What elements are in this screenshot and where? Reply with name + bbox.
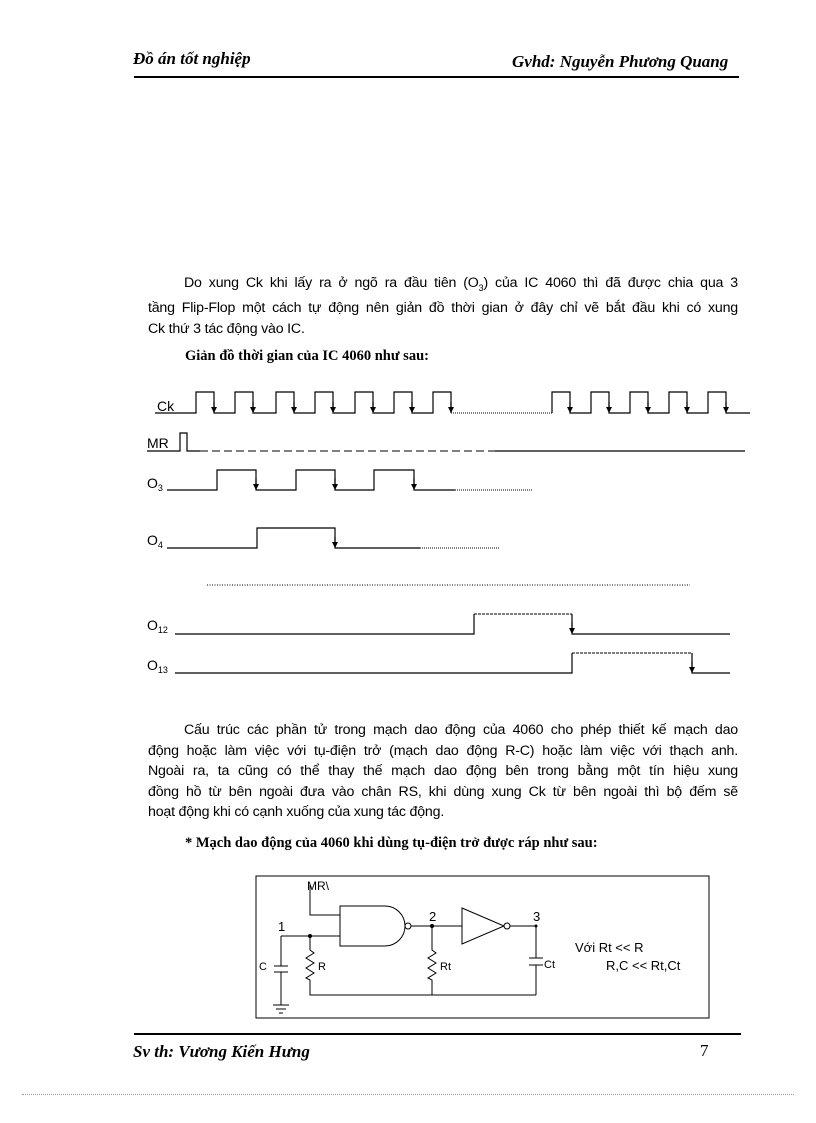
note-line-2: R,C << Rt,Ct [606, 958, 681, 973]
o3-label: $O_3$ [147, 475, 163, 493]
o12-label: $O_{12}$ [147, 617, 168, 635]
paragraph-2-line-3: Ngoài ra, ta cũng có thể thay thế mạch dao động bên trong bằng một tín hiệu xung [148, 763, 738, 779]
circuit-caption: * Mạch dao động của 4060 khi dùng tụ-điện trở được ráp như sau: [185, 835, 598, 851]
o12-waveform [175, 614, 730, 634]
ck-waveform [155, 392, 750, 413]
header-left: Đồ án tốt nghiệp [133, 49, 251, 68]
inverter-bubble [504, 923, 510, 929]
timing-diagram [0, 380, 816, 690]
page-bottom-border [22, 1094, 794, 1095]
node1-label: 1 [278, 919, 286, 934]
junction-node3 [535, 925, 538, 928]
junction-node2 [430, 924, 434, 928]
r-label: R [318, 961, 326, 973]
nand-gate [340, 906, 405, 946]
capacitor-c [274, 966, 288, 972]
paragraph-1-line-3: Ck thứ 3 tác động vào IC. [148, 320, 305, 337]
header-right: Gvhd: Nguyễn Phương Quang [512, 52, 729, 71]
paragraph-2 [148, 720, 738, 823]
o3-waveform [167, 470, 532, 490]
paragraph-1 [148, 273, 738, 339]
paragraph-2-line-2: động hoặc làm việc với tụ-điện trở (mạch dao động R-C) hoặc làm việc với thạch anh. [148, 742, 738, 759]
o13-waveform [175, 653, 730, 673]
nand-bubble [405, 923, 411, 929]
timing-caption: Giản đồ thời gian của IC 4060 như sau: [185, 348, 429, 364]
mr-label: MR [147, 435, 169, 451]
inverter [462, 908, 504, 944]
capacitor-ct [529, 958, 543, 965]
rt-label: Rt [440, 961, 451, 973]
resistor-rt [428, 926, 436, 995]
header-rule [134, 76, 739, 78]
paragraph-1-line-2: tầng Flip-Flop một cách tự động nên giản đồ thời gian ở đây chỉ vẽ bắt đầu khi có xung [148, 300, 738, 317]
footer-rule [134, 1033, 741, 1035]
junction-node1 [308, 934, 312, 938]
node2-label: 2 [429, 909, 437, 924]
note-line-1: Với Rt << R [575, 940, 644, 955]
circuit-diagram [255, 875, 710, 1020]
ck-label: Ck [157, 398, 175, 414]
page-number: 7 [700, 1041, 709, 1060]
ground-symbol [273, 1005, 289, 1013]
mr-input-label: MR\ [307, 879, 329, 893]
paragraph-2-line-1: Cấu trúc các phần tử trong mạch dao động của 4060 cho phép thiết kế mạch dao [184, 722, 738, 738]
node3-label: 3 [533, 909, 541, 924]
paragraph-2-line-4: đồng hồ từ bên ngoài đưa vào chân RS, khi dùng xung Ck từ bên ngoài thì bộ đếm sẽ [148, 783, 738, 800]
paragraph-2-line-5: hoạt động khi có cạnh xuống của xung tác động. [148, 804, 445, 820]
ct-label: Ct [544, 959, 555, 971]
node3-wire [510, 926, 536, 995]
mr-waveform [147, 433, 745, 451]
footer-left: Sv th: Vương Kiến Hưng [133, 1042, 310, 1061]
o13-label: $O_{13}$ [147, 657, 168, 675]
o4-waveform [167, 528, 500, 548]
paragraph-1-line-1: Do xung Ck khi lấy ra ở ngõ ra đầu tiên $(O_3)$ của IC 4060 thì đã được chia qua 3 [184, 275, 738, 293]
c-label: C [259, 961, 267, 973]
o4-label: $O_4$ [147, 532, 163, 550]
